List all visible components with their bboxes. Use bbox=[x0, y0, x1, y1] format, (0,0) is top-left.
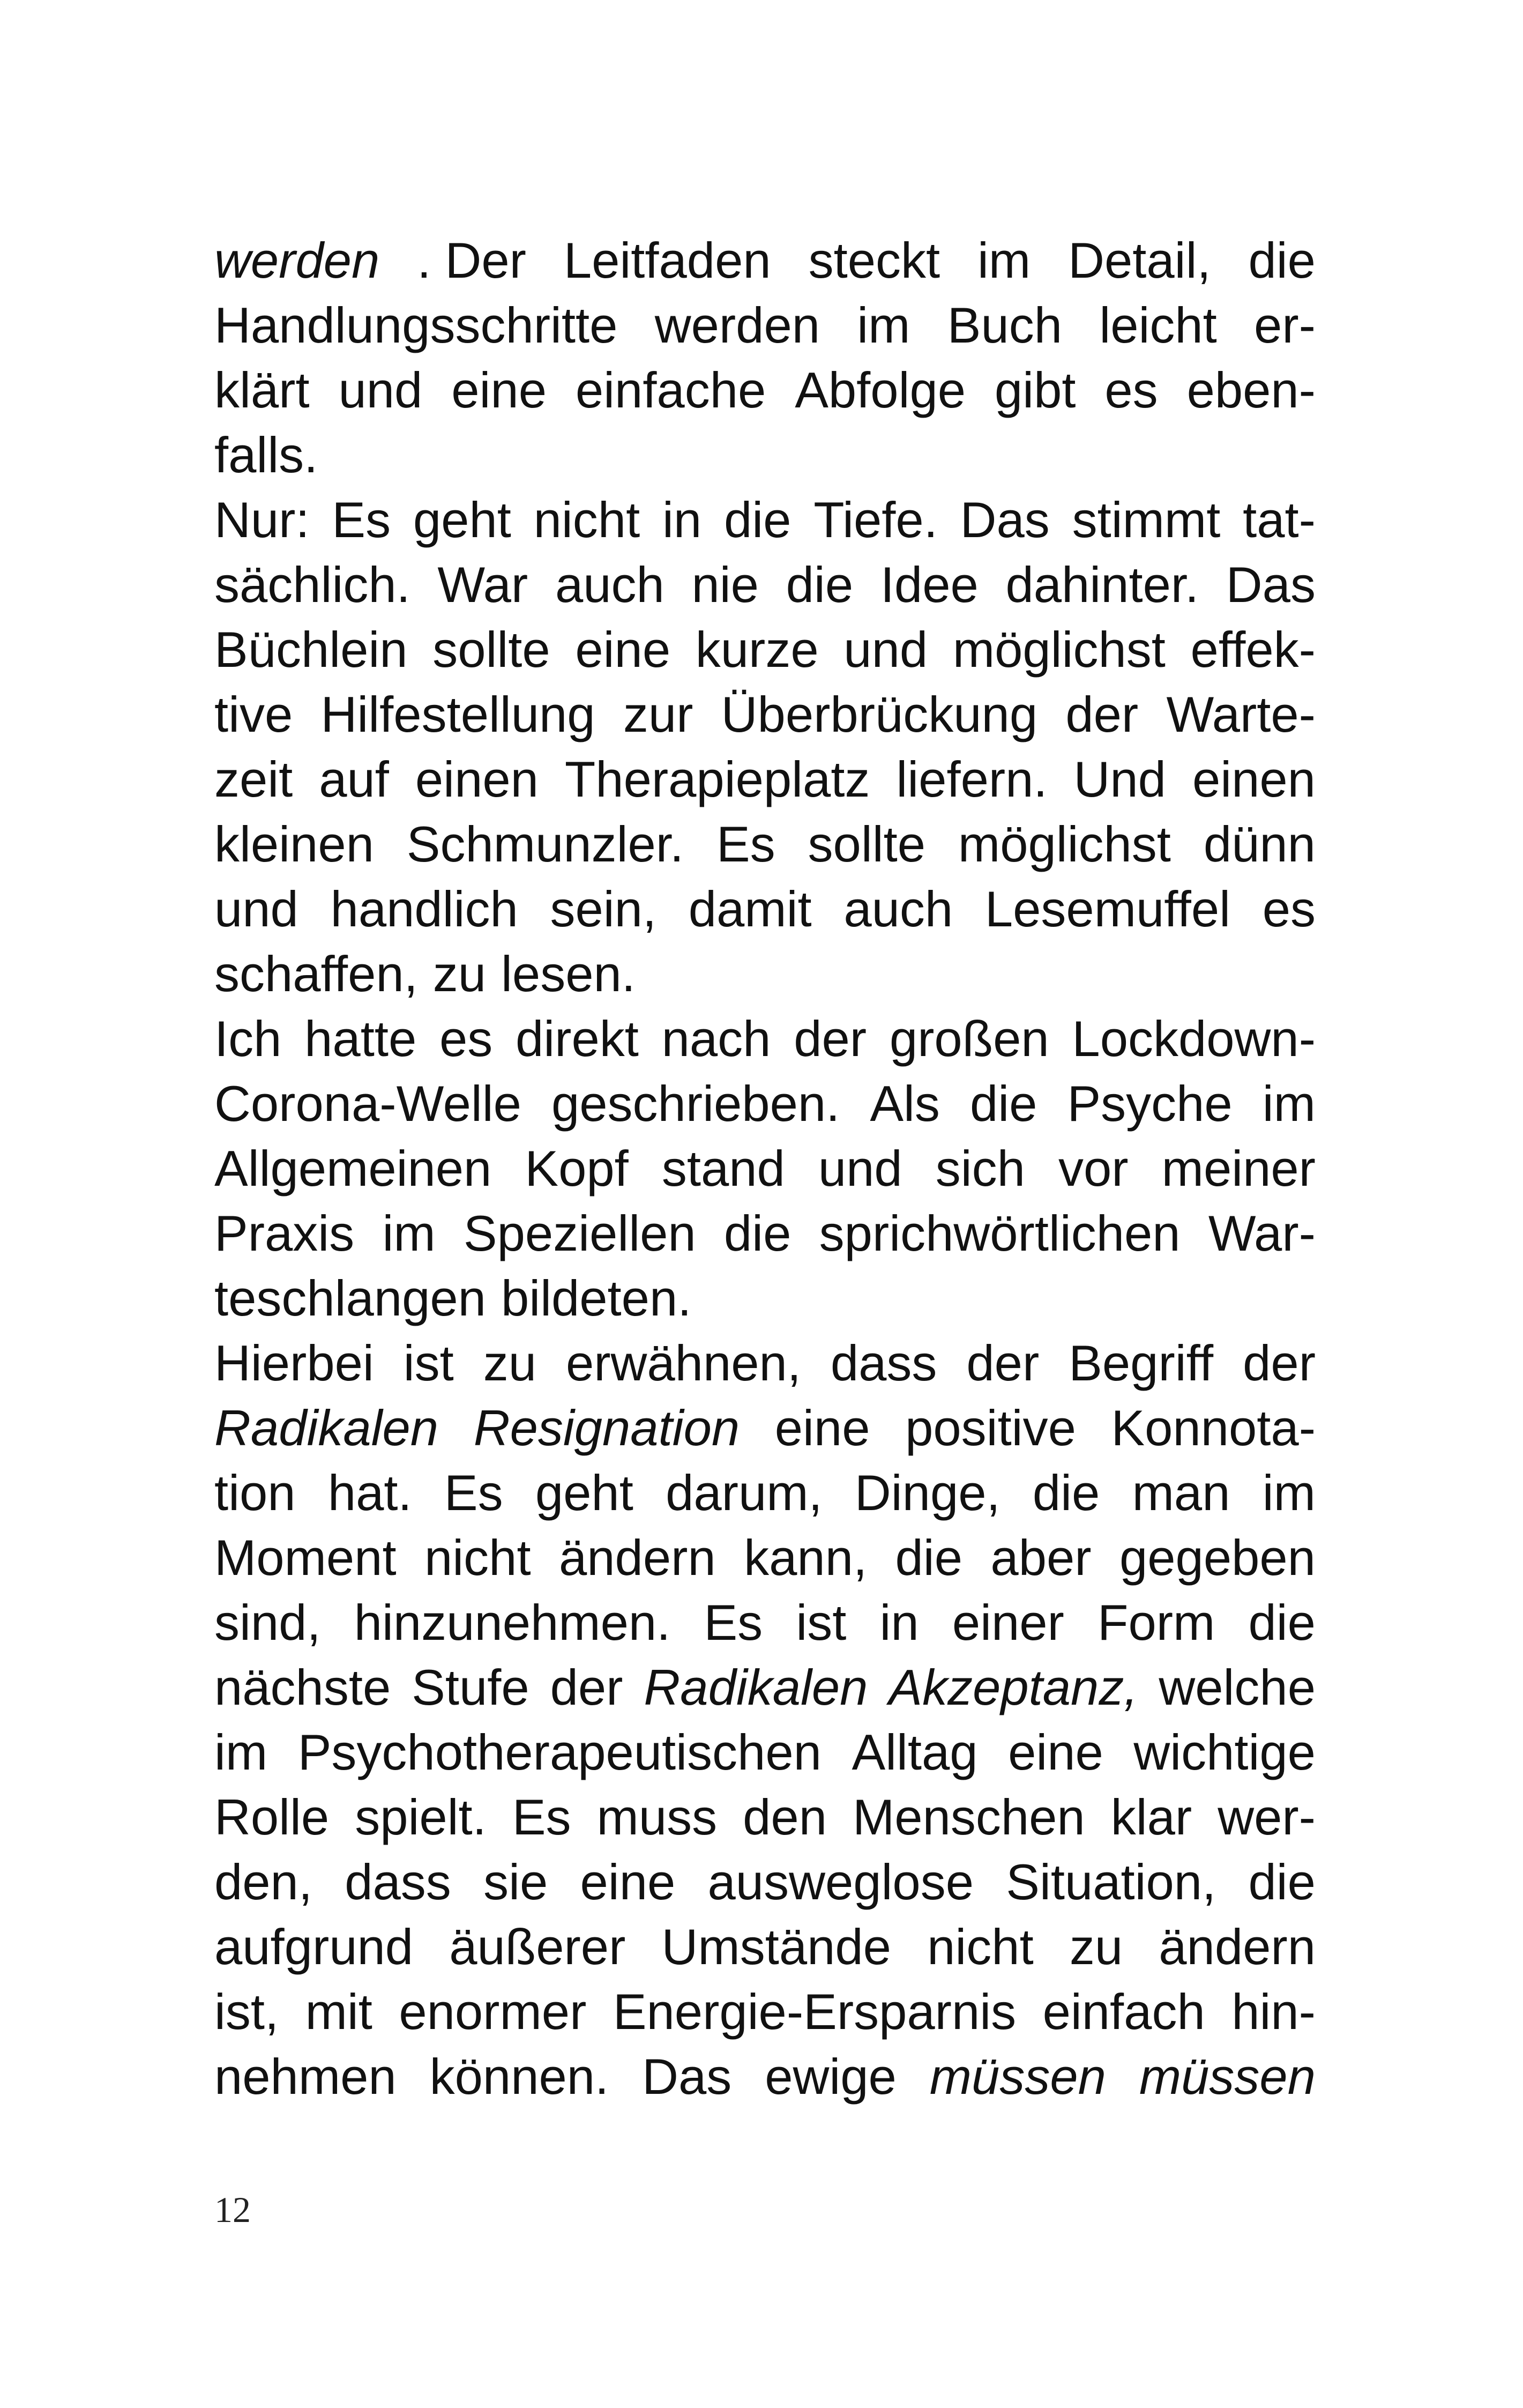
word: leicht bbox=[1099, 297, 1217, 353]
word: gibt bbox=[994, 362, 1076, 418]
word: und bbox=[338, 362, 423, 418]
word: die bbox=[723, 492, 792, 548]
word: äußerer bbox=[449, 1919, 626, 1975]
word: die bbox=[1032, 1465, 1100, 1521]
word: gegeben bbox=[1119, 1529, 1316, 1586]
word: einfache bbox=[575, 362, 766, 418]
text-line bbox=[214, 1071, 1316, 1136]
word: bildeten. bbox=[501, 1270, 692, 1326]
word: stimmt bbox=[1072, 492, 1221, 548]
word: einen bbox=[1192, 751, 1316, 807]
word: liefern. bbox=[896, 751, 1048, 807]
word: in bbox=[879, 1594, 919, 1651]
word: Hilfestellung bbox=[320, 686, 595, 742]
text-line bbox=[214, 876, 1316, 941]
italic-word: müssen bbox=[929, 2048, 1106, 2105]
word: den bbox=[743, 1789, 827, 1845]
text-line bbox=[214, 1331, 1316, 1395]
word: Als bbox=[870, 1075, 940, 1132]
word: Therapieplatz bbox=[564, 751, 870, 807]
word: und bbox=[843, 621, 928, 678]
text-line bbox=[214, 1849, 1316, 1914]
word: lesen. bbox=[501, 946, 636, 1002]
page-number: 12 bbox=[214, 2189, 251, 2230]
text-line bbox=[214, 552, 1316, 617]
word: die bbox=[1248, 1594, 1316, 1651]
word: im bbox=[1262, 1465, 1316, 1521]
word: eine bbox=[580, 1854, 676, 1910]
word: ausweglose bbox=[707, 1854, 974, 1910]
text-line bbox=[214, 1525, 1316, 1590]
word: kurze bbox=[695, 621, 819, 678]
word: ewige bbox=[765, 2048, 897, 2105]
word: aber bbox=[990, 1529, 1092, 1586]
word: der bbox=[1065, 686, 1139, 742]
word: Konnota- bbox=[1111, 1400, 1316, 1456]
word: dass bbox=[345, 1854, 451, 1910]
word: direkt bbox=[516, 1010, 639, 1067]
word: Und bbox=[1073, 751, 1166, 807]
word: man bbox=[1132, 1465, 1230, 1521]
text-line bbox=[214, 1006, 1316, 1071]
text-line bbox=[214, 422, 1316, 487]
word: Psyche bbox=[1067, 1075, 1233, 1132]
word: Ich bbox=[214, 1010, 282, 1067]
italic-word: Resignation bbox=[473, 1400, 740, 1456]
word: Es bbox=[332, 492, 391, 548]
word: nicht bbox=[424, 1529, 531, 1586]
word: teschlangen bbox=[214, 1270, 486, 1326]
text-line bbox=[214, 1136, 1316, 1201]
word: der bbox=[1243, 1335, 1316, 1391]
word: es bbox=[439, 1010, 493, 1067]
word: Buch bbox=[947, 297, 1063, 353]
word: Stufe bbox=[412, 1659, 529, 1715]
text-line bbox=[214, 2044, 1316, 2109]
word: der bbox=[966, 1335, 1040, 1391]
word: effek- bbox=[1190, 621, 1316, 678]
word: War- bbox=[1208, 1205, 1316, 1261]
word: im bbox=[382, 1205, 436, 1261]
text-line bbox=[214, 812, 1316, 876]
text-line bbox=[214, 228, 1316, 293]
word: kann, bbox=[744, 1529, 868, 1586]
word: sie bbox=[483, 1854, 548, 1910]
word: auf bbox=[319, 751, 389, 807]
word: Dinge, bbox=[854, 1465, 1001, 1521]
word: möglichst bbox=[952, 621, 1166, 678]
text-line bbox=[214, 1460, 1316, 1525]
word: hat. bbox=[327, 1465, 412, 1521]
word: auch bbox=[555, 556, 665, 613]
text-line bbox=[214, 747, 1316, 812]
word: es bbox=[1262, 881, 1316, 937]
word: Das bbox=[1226, 556, 1316, 613]
word: dahinter. bbox=[1005, 556, 1199, 613]
word: ist bbox=[796, 1594, 847, 1651]
word: sollte bbox=[432, 621, 550, 678]
word: sein, bbox=[550, 881, 657, 937]
word: schaffen, bbox=[214, 946, 418, 1002]
word: hin- bbox=[1231, 1983, 1316, 2040]
word: Menschen bbox=[853, 1789, 1085, 1845]
word: zeit bbox=[214, 751, 293, 807]
word: können. bbox=[429, 2048, 609, 2105]
text-line bbox=[214, 1914, 1316, 1979]
word: im bbox=[857, 297, 910, 353]
word: Abfolge bbox=[795, 362, 966, 418]
italic-word: müssen bbox=[1139, 2048, 1316, 2105]
word: Es bbox=[512, 1789, 571, 1845]
word: Kopf bbox=[525, 1140, 629, 1196]
word: damit bbox=[688, 881, 812, 937]
word: Leitfaden bbox=[563, 232, 771, 288]
word: eine bbox=[774, 1400, 870, 1456]
word: Moment bbox=[214, 1529, 397, 1586]
word: Corona-Welle bbox=[214, 1075, 521, 1132]
text-line bbox=[214, 1590, 1316, 1655]
word: werden bbox=[654, 297, 820, 353]
word: in bbox=[662, 492, 702, 548]
word: welche bbox=[1159, 1659, 1316, 1715]
word: positive bbox=[905, 1400, 1076, 1456]
word: meiner bbox=[1161, 1140, 1316, 1196]
word: Umstände bbox=[661, 1919, 891, 1975]
word: Energie-Ersparnis bbox=[613, 1983, 1017, 2040]
word: eine bbox=[575, 621, 671, 678]
word: im bbox=[214, 1724, 268, 1780]
text-line bbox=[214, 1395, 1316, 1460]
word: Hierbei bbox=[214, 1335, 374, 1391]
word: eine bbox=[1008, 1724, 1103, 1780]
word: sich bbox=[935, 1140, 1025, 1196]
word: einen bbox=[415, 751, 539, 807]
word: nächste bbox=[214, 1659, 391, 1715]
word: der bbox=[550, 1659, 623, 1715]
text-line bbox=[214, 293, 1316, 358]
word: Allgemeinen bbox=[214, 1140, 492, 1196]
word: steckt bbox=[808, 232, 940, 288]
word: nicht bbox=[927, 1919, 1034, 1975]
word: Tiefe. bbox=[813, 492, 938, 548]
word: geschrieben. bbox=[551, 1075, 840, 1132]
word: die bbox=[723, 1205, 792, 1261]
word: Nur: bbox=[214, 492, 310, 548]
word: mit bbox=[305, 1983, 372, 2040]
word: Speziellen bbox=[463, 1205, 696, 1261]
word: und bbox=[818, 1140, 902, 1196]
word: es bbox=[1104, 362, 1158, 418]
word: im bbox=[1262, 1075, 1316, 1132]
word: zu bbox=[432, 946, 487, 1002]
word: Alltag bbox=[852, 1724, 978, 1780]
word: Lesemuffel bbox=[984, 881, 1230, 937]
word: wer- bbox=[1218, 1789, 1316, 1845]
word: eben- bbox=[1186, 362, 1316, 418]
word: darum, bbox=[666, 1465, 823, 1521]
word: klärt bbox=[214, 362, 310, 418]
word: vor bbox=[1058, 1140, 1129, 1196]
word: möglichst bbox=[958, 816, 1171, 872]
word: geht bbox=[535, 1465, 633, 1521]
word: nehmen bbox=[214, 2048, 397, 2105]
italic-word: Radikalen bbox=[644, 1659, 868, 1715]
word: Handlungsschritte bbox=[214, 297, 618, 353]
italic-word: Akzeptanz, bbox=[889, 1659, 1138, 1715]
word: Idee bbox=[880, 556, 979, 613]
word: die bbox=[1248, 1854, 1316, 1910]
word: sind, bbox=[214, 1594, 321, 1651]
word: Detail, bbox=[1068, 232, 1211, 288]
word: dass bbox=[830, 1335, 937, 1391]
word: Warte- bbox=[1166, 686, 1316, 742]
text-line bbox=[214, 1979, 1316, 2044]
word: die bbox=[895, 1529, 962, 1586]
text-line bbox=[214, 1720, 1316, 1785]
word: sollte bbox=[808, 816, 925, 872]
word: tion bbox=[214, 1465, 296, 1521]
word: Praxis bbox=[214, 1205, 355, 1261]
word: nie bbox=[691, 556, 759, 613]
word: muss bbox=[596, 1789, 718, 1845]
word: Es bbox=[716, 816, 775, 872]
word: die bbox=[969, 1075, 1037, 1132]
text-line bbox=[214, 1266, 1316, 1331]
word: einfach bbox=[1042, 1983, 1205, 2040]
word: klar bbox=[1110, 1789, 1192, 1845]
word: War bbox=[437, 556, 528, 613]
word: tive bbox=[214, 686, 293, 742]
word: ist bbox=[403, 1335, 454, 1391]
word: Es bbox=[704, 1594, 763, 1651]
text-line bbox=[214, 487, 1316, 552]
word: ändern bbox=[1159, 1919, 1316, 1975]
word: kleinen bbox=[214, 816, 374, 872]
text-line bbox=[214, 358, 1316, 422]
word: ändern bbox=[559, 1529, 716, 1586]
word: Lockdown- bbox=[1072, 1010, 1316, 1067]
word: den, bbox=[214, 1854, 312, 1910]
word: sächlich. bbox=[214, 556, 410, 613]
word: Überbrückung bbox=[721, 686, 1038, 742]
word: tat- bbox=[1243, 492, 1316, 548]
word: die bbox=[1248, 232, 1316, 288]
text-line bbox=[214, 617, 1316, 682]
word: Es bbox=[444, 1465, 503, 1521]
text-line bbox=[214, 1655, 1316, 1720]
word: wichtige bbox=[1133, 1724, 1316, 1780]
word: und bbox=[214, 881, 298, 937]
text-line bbox=[214, 1201, 1316, 1266]
body-text bbox=[214, 228, 1316, 2109]
word: einer bbox=[952, 1594, 1064, 1651]
text-line bbox=[214, 682, 1316, 747]
word: im bbox=[977, 232, 1031, 288]
word: Begriff bbox=[1069, 1335, 1214, 1391]
word: hinzunehmen. bbox=[354, 1594, 671, 1651]
word: zur bbox=[623, 686, 693, 742]
word: der bbox=[794, 1010, 867, 1067]
word: zu bbox=[1069, 1919, 1123, 1975]
word: . Der bbox=[417, 232, 526, 288]
word: Rolle bbox=[214, 1789, 330, 1845]
text-line bbox=[214, 941, 1316, 1006]
word: geht bbox=[413, 492, 511, 548]
word: Büchlein bbox=[214, 621, 408, 678]
word: hatte bbox=[304, 1010, 417, 1067]
word: auch bbox=[843, 881, 953, 937]
word: nicht bbox=[533, 492, 640, 548]
italic-word: Radikalen bbox=[214, 1400, 439, 1456]
word: zu bbox=[483, 1335, 536, 1391]
word: Das bbox=[642, 2048, 732, 2105]
word: Psychotherapeutischen bbox=[297, 1724, 822, 1780]
word: Schmunzler. bbox=[406, 816, 684, 872]
word: sprichwörtlichen bbox=[819, 1205, 1181, 1261]
word: er- bbox=[1254, 297, 1316, 353]
word: Situation, bbox=[1006, 1854, 1216, 1910]
word: Das bbox=[960, 492, 1050, 548]
word: dünn bbox=[1203, 816, 1316, 872]
word: Form bbox=[1098, 1594, 1215, 1651]
word: nach bbox=[661, 1010, 771, 1067]
word: ist, bbox=[214, 1983, 279, 2040]
word: spielt. bbox=[355, 1789, 487, 1845]
word: enormer bbox=[399, 1983, 587, 2040]
word: die bbox=[786, 556, 854, 613]
word: falls. bbox=[214, 427, 318, 483]
word: eine bbox=[451, 362, 547, 418]
word: handlich bbox=[330, 881, 518, 937]
word: stand bbox=[661, 1140, 785, 1196]
italic-word: werden bbox=[214, 232, 380, 288]
word: aufgrund bbox=[214, 1919, 414, 1975]
text-line bbox=[214, 1785, 1316, 1849]
word: großen bbox=[889, 1010, 1049, 1067]
word: erwähnen, bbox=[565, 1335, 801, 1391]
